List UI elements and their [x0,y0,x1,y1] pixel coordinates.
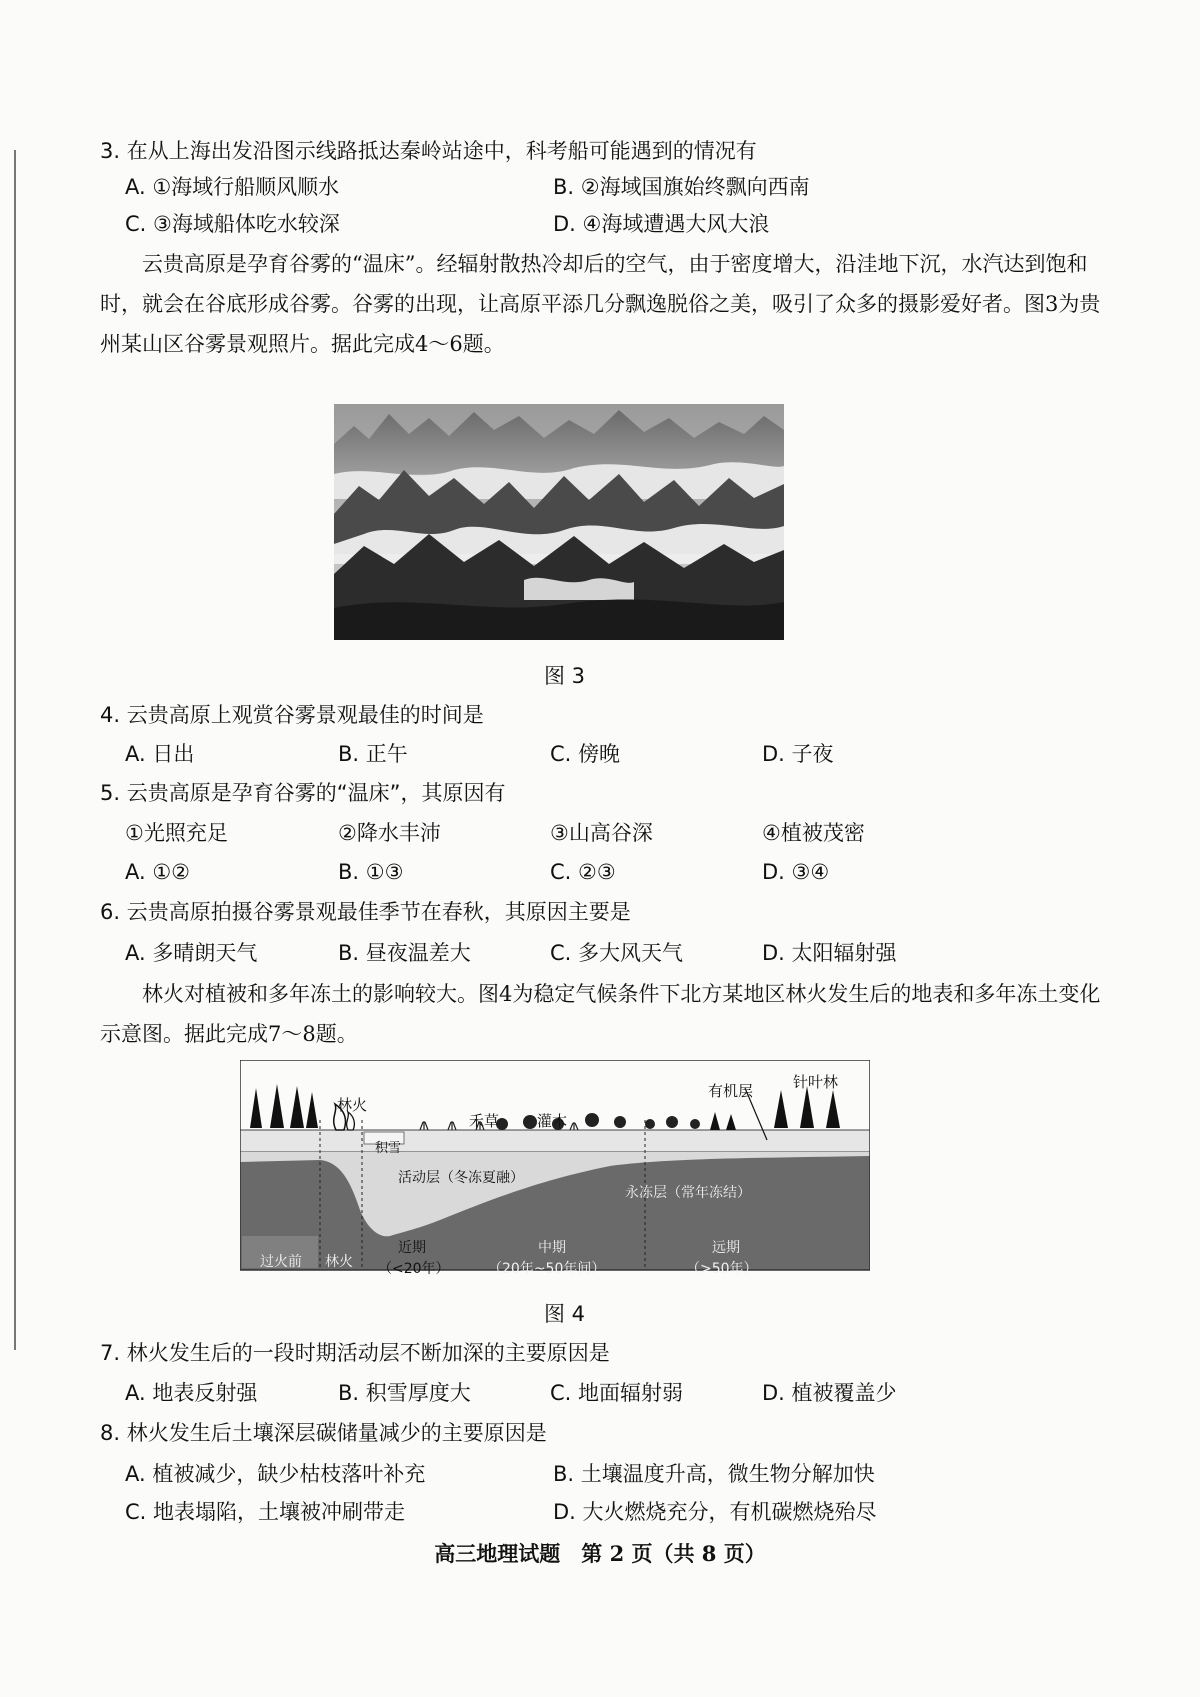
question-6-stem: 6. 云贵高原拍摄谷雾景观最佳季节在春秋，其原因主要是 [100,900,631,924]
question-4-option-d: D. 子夜 [762,742,834,766]
label-shrub: 灌木 [537,1112,568,1130]
label-near-term-range: （<20年） [378,1261,450,1277]
question-5-item-4: ④植被茂密 [762,821,865,845]
label-mid-term: 中期 [538,1240,566,1256]
question-7-option-b: B. 积雪厚度大 [338,1381,471,1405]
question-3-option-b: B. ②海域国旗始终飘向西南 [553,175,810,199]
question-8-option-a: A. 植被减少，缺少枯枝落叶补充 [125,1462,426,1486]
question-5-item-2: ②降水丰沛 [338,821,441,845]
question-7-stem: 7. 林火发生后的一段时期活动层不断加深的主要原因是 [100,1341,610,1365]
label-forest-fire: 林火 [337,1096,368,1114]
question-5-option-c: C. ②③ [550,860,616,884]
figure-3-caption: 图 3 [544,664,586,688]
question-7-option-d: D. 植被覆盖少 [762,1381,897,1405]
page-footer: 高三地理试题 第 2 页（共 8 页） [434,1541,766,1566]
question-5-item-1: ①光照充足 [125,821,228,845]
question-4-option-a: A. 日出 [125,742,195,766]
label-mid-term-range: （20年~50年间） [488,1261,606,1277]
question-6-option-c: C. 多大风天气 [550,941,684,965]
binding-margin-line [14,150,16,1350]
label-long-term-range: （>50年） [686,1261,758,1277]
label-near-term: 近期 [398,1240,426,1256]
label-long-term: 远期 [712,1240,740,1256]
question-8-stem: 8. 林火发生后土壤深层碳储量减少的主要原因是 [100,1421,547,1445]
question-5-stem: 5. 云贵高原是孕育谷雾的“温床”，其原因有 [100,781,506,805]
question-4-option-c: C. 傍晚 [550,742,621,766]
passage-forest-fire: 林火对植被和多年冻土的影响较大。图4为稳定气候条件下北方某地区林火发生后的地表和多年冻土变化示意图。据此完成7～8题。 [100,982,1101,1046]
question-5-option-b: B. ①③ [338,860,404,884]
label-permafrost-layer: 永冻层（常年冻结） [625,1185,751,1201]
figure-3-valley-fog-photo [334,404,784,640]
label-grass: 禾草 [469,1112,500,1130]
question-5-option-d: D. ③④ [762,860,830,884]
question-5-item-3: ③山高谷深 [550,821,653,845]
question-3-option-c: C. ③海域船体吃水较深 [125,212,340,236]
figure-4-caption: 图 4 [544,1302,586,1326]
question-6-option-b: B. 昼夜温差大 [338,941,471,965]
question-8-option-d: D. 大火燃烧充分，有机碳燃烧殆尽 [553,1500,877,1524]
question-6-option-a: A. 多晴朗天气 [125,941,258,965]
label-fire-period: 林火 [325,1254,353,1270]
question-6-option-d: D. 太阳辐射强 [762,941,897,965]
question-4-stem: 4. 云贵高原上观赏谷雾景观最佳的时间是 [100,703,484,727]
question-3-option-a: A. ①海域行船顺风顺水 [125,175,340,199]
label-snow: 积雪 [375,1141,402,1156]
question-8-option-c: C. 地表塌陷，土壤被冲刷带走 [125,1500,406,1524]
question-8-option-b: B. 土壤温度升高，微生物分解加快 [553,1462,875,1486]
question-4-option-b: B. 正午 [338,742,408,766]
label-conifer-forest: 针叶林 [793,1073,839,1091]
question-3-stem: 3. 在从上海出发沿图示线路抵达秦岭站途中，科考船可能遇到的情况有 [100,139,757,163]
question-7-option-a: A. 地表反射强 [125,1381,258,1405]
question-7-option-c: C. 地面辐射弱 [550,1381,684,1405]
question-3-option-d: D. ④海域遭遇大风大浪 [553,212,770,236]
label-active-layer: 活动层（冬冻夏融） [398,1170,524,1186]
label-organic-layer: 有机层 [708,1082,754,1100]
passage-valley-fog: 云贵高原是孕育谷雾的“温床”。经辐射散热冷却后的空气，由于密度增大，沿洼地下沉，水汽达到饱和时，就会在谷底形成谷雾。谷雾的出现，让高原平添几分飘逸脱俗之美，吸引了众多的摄影爱好者。图3为贵州某山区谷雾景观照片。据此完成4～6题。 [100,252,1101,356]
question-5-option-a: A. ①② [125,860,190,884]
label-before-fire: 过火前 [260,1254,302,1270]
